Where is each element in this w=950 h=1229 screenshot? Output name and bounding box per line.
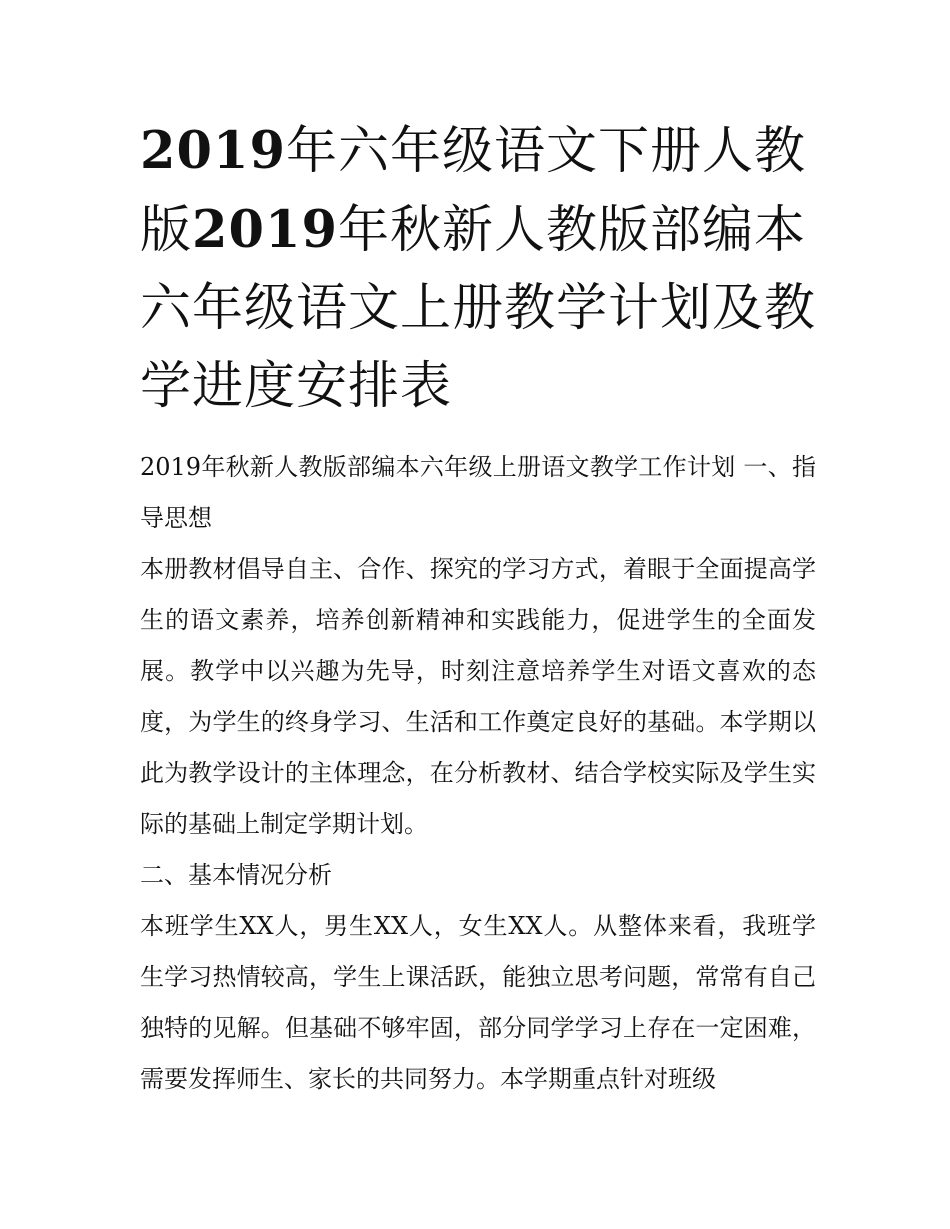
- document-title: [140, 112, 816, 426]
- document-body: [140, 442, 816, 1105]
- paragraph-guiding-thought: 本册教材倡导自主、合作、探究的学习方式，着眼于全面提高学生的语文素养，培养创新精神和实践能力，促进学生的全面发展。教学中以兴趣为先导，时刻注意培养学生对语文喜欢的态度，为学生的终身学习、生活和工作奠定良好的基础。本学期以此为教学设计的主体理念，在分析教材、结合学校实际及学生实际的基础上制定学期计划。: [140, 555, 816, 838]
- paragraph-intro-heading: 2019年秋新人教版部编本六年级上册语文教学工作计划 一、指导思想: [140, 453, 816, 532]
- title-text-1: 年六年级语文下册人教版: [140, 122, 806, 260]
- paragraph-class-analysis: 本班学生XX人，男生XX人，女生XX人。从整体来看，我班学生学习热情较高，学生上课活跃，能独立思考问题，常常有自己独特的见解。但基础不够牢固，部分同学学习上存在一定困难，需要发挥师生、家长的共同努力。本学期重点针对班级: [140, 912, 816, 1093]
- title-text-2: 年秋新人教版部编本六年级语文上册教学计划及教学进度安排表: [140, 201, 817, 416]
- section-heading-basic-analysis: 二、基本情况分析: [140, 861, 332, 889]
- document-content: [140, 112, 816, 1105]
- title-year-1: 2019: [140, 121, 286, 181]
- title-year-2: 2019: [192, 200, 338, 260]
